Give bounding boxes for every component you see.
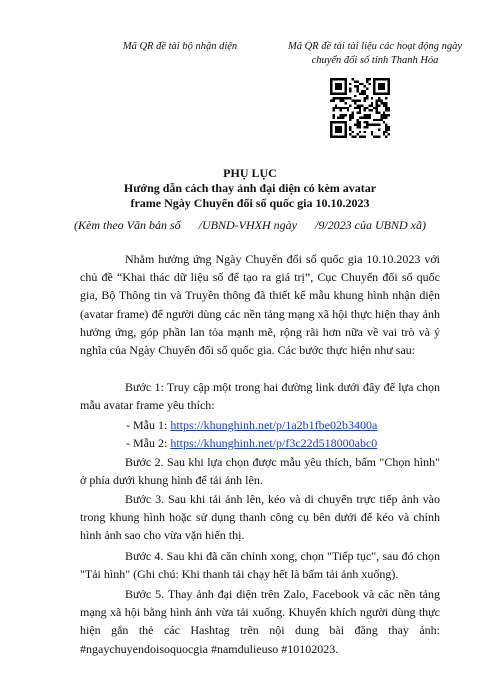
heading — [40, 166, 460, 211]
qr-code-image — [330, 78, 390, 138]
step-1-paragraph: Bước 1: Truy cập một trong hai đường link dưới đây để lựa chọn mẫu avatar frame yêu thích: — [80, 380, 440, 413]
step-3-paragraph: Bước 3. Sau khi tải ảnh lên, kéo và di chuyển trực tiếp ảnh vào trong khung hình hoặc sử dụng thanh công cụ bên dưới để kéo và chỉnh hình ảnh sao cho vừa vặn hiển thị. — [80, 492, 440, 543]
heading-label: PHỤ LỤC — [223, 166, 277, 180]
subtitle-reference: (Kèm theo Văn bản số /UBND-VHXH ngày /9/2023 của UBND xã) — [74, 218, 426, 232]
link-prefix-2: - Mẫu 2: — [126, 436, 171, 450]
link-prefix-1: - Mẫu 1: — [126, 418, 171, 432]
step-5-paragraph: Bước 5. Thay ảnh đại diện trên Zalo, Facebook và các nền tảng mạng xã hội bằng hình ảnh vừa tải xuống. Khuyến khích người dùng thực hiện gắn thẻ các Hashtag trên nội dung bài đăng thay ảnh: #ngaychuyendoisoquocgia #namdulieuso #10102023. — [80, 587, 440, 656]
heading-line-2: frame Ngày Chuyển đổi số quốc gia 10.10.2023 — [130, 196, 370, 210]
template-link-2[interactable]: https://khunghinh.net/p/f3c22d518000abc0 — [170, 436, 378, 450]
link-item-1 — [126, 416, 377, 434]
step-2-paragraph: Bước 2. Sau khi lựa chọn được mẫu yêu thích, bấm "Chọn hình" ở phía dưới khung hình để tải ảnh lên. — [80, 455, 440, 488]
qr-caption-right: Mã QR đề tài tài liệu các hoạt động ngày chuyển đổi số tỉnh Thanh Hóa — [287, 41, 463, 66]
qr-caption-left: Mã QR đề tài bộ nhận diện — [122, 41, 238, 52]
template-link-1[interactable]: https://khunghinh.net/p/1a2b1fbe02b3400a — [170, 418, 378, 432]
heading-line-1: Hướng dẫn cách thay ảnh đại diện có kèm avatar — [123, 181, 377, 195]
intro-paragraph: Nhằm hưởng ứng Ngày Chuyển đổi số quốc gia 10.10.2023 với chủ đề “Khai thác dữ liệu số để tạo ra giá trị”, Cục Chuyển đổi số quốc gia, Bộ Thông tin và Truyền thông đã thiết kế mẫu khung hình nhận diện (avatar frame) để người dùng các nền tảng mạng xã hội thực hiện thay ảnh hưởng ứng, góp phần lan tỏa mạnh mẽ, rộng rãi hơn nữa về vai trò và ý nghĩa của Ngày Chuyển đổi số quốc gia. Các bước thực hiện như sau: — [80, 252, 440, 358]
link-item-2 — [126, 434, 377, 452]
step-4-paragraph: Bước 4. Sau khi đã căn chỉnh xong, chọn "Tiếp tục", sau đó chọn "Tải hình" (Ghi chú: Khi thanh tải chạy hết là bấm tải ảnh xuống). — [80, 549, 440, 582]
